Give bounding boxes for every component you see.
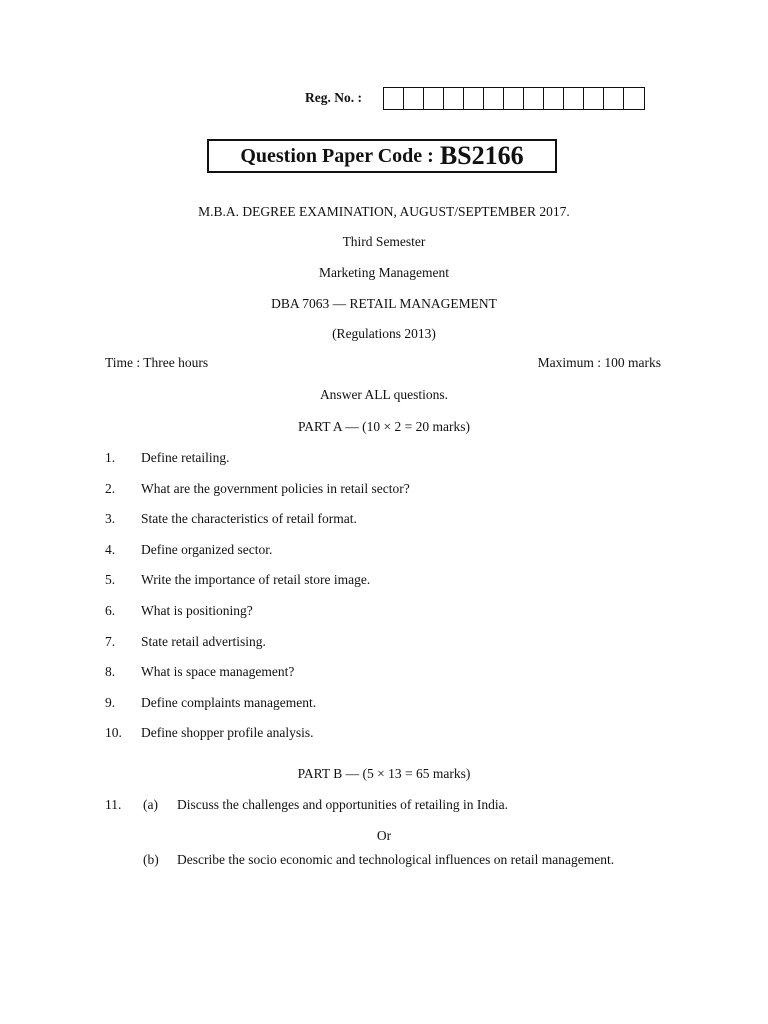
- part-b-heading: PART B — (5 × 13 = 65 marks): [297, 766, 471, 781]
- reg-digit-box[interactable]: [584, 88, 604, 109]
- question-text: Write the importance of retail store image.: [141, 572, 371, 587]
- question-text: Define complaints management.: [141, 695, 317, 710]
- reg-digit-box[interactable]: [624, 88, 644, 109]
- instruction: Answer ALL questions.: [319, 387, 449, 402]
- exam-title: M.B.A. DEGREE EXAMINATION, AUGUST/SEPTEMBER 2017.: [198, 204, 570, 219]
- question-paper-code-box: [207, 139, 557, 173]
- question-number: 5.: [105, 572, 116, 587]
- question-text: State the characteristics of retail format.: [141, 511, 357, 526]
- subject: Marketing Management: [318, 265, 450, 280]
- question-number: 9.: [105, 695, 116, 710]
- reg-digit-box[interactable]: [484, 88, 504, 109]
- reg-digit-box[interactable]: [544, 88, 564, 109]
- or-separator: Or: [376, 828, 392, 843]
- reg-no-boxes[interactable]: [383, 87, 645, 110]
- reg-digit-box[interactable]: [424, 88, 444, 109]
- question-number: 2.: [105, 481, 116, 496]
- question-text: Define organized sector.: [141, 542, 273, 557]
- question-number: 7.: [105, 634, 116, 649]
- reg-digit-box[interactable]: [384, 88, 404, 109]
- qpc-code: BS2166: [439, 141, 524, 170]
- qpc-label: Question Paper Code :: [240, 144, 434, 167]
- time-info: Time : Three hours: [105, 355, 209, 370]
- question-number: 3.: [105, 511, 116, 526]
- reg-digit-box[interactable]: [464, 88, 484, 109]
- question-text: Define retailing.: [141, 450, 230, 465]
- question-text: What are the government policies in retail sector?: [141, 481, 410, 496]
- course-title: DBA 7063 — RETAIL MANAGEMENT: [271, 296, 497, 311]
- reg-digit-box[interactable]: [504, 88, 524, 109]
- question-text: What is space management?: [141, 664, 295, 679]
- reg-digit-box[interactable]: [444, 88, 464, 109]
- question-number: 10.: [105, 725, 122, 740]
- question-number: 8.: [105, 664, 116, 679]
- sub-question-label: (a): [143, 797, 158, 812]
- reg-digit-box[interactable]: [564, 88, 584, 109]
- reg-digit-box[interactable]: [524, 88, 544, 109]
- sub-question-text: Describe the socio economic and technological influences on retail management.: [177, 852, 615, 867]
- question-text: Define shopper profile analysis.: [141, 725, 314, 740]
- semester: Third Semester: [342, 234, 426, 249]
- sub-question-label: (b): [143, 852, 159, 867]
- question-text: What is positioning?: [141, 603, 253, 618]
- reg-digit-box[interactable]: [404, 88, 424, 109]
- question-text: State retail advertising.: [141, 634, 266, 649]
- reg-no-label: Reg. No. :: [305, 90, 362, 105]
- question-number: 4.: [105, 542, 116, 557]
- sub-question-text: Discuss the challenges and opportunities of retailing in India.: [177, 797, 509, 812]
- max-marks: Maximum : 100 marks: [537, 355, 661, 370]
- question-number: 6.: [105, 603, 116, 618]
- question-number: 1.: [105, 450, 116, 465]
- reg-digit-box[interactable]: [604, 88, 624, 109]
- question-number: 11.: [105, 797, 122, 812]
- part-a-heading: PART A — (10 × 2 = 20 marks): [298, 419, 470, 434]
- regulations: (Regulations 2013): [332, 326, 436, 341]
